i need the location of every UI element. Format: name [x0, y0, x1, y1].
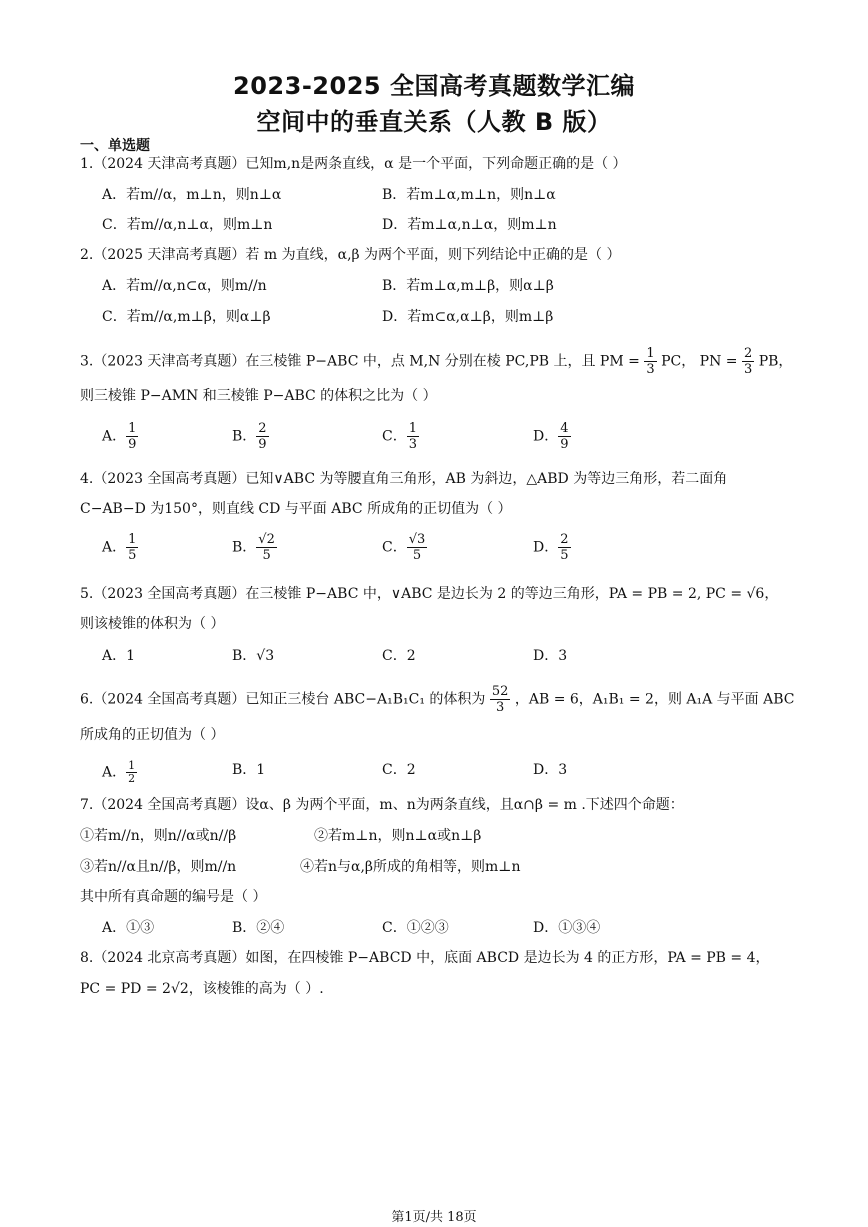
q1-option-d: D．若m⊥α,n⊥α，则m⊥n [382, 217, 557, 233]
page-footer: 第1页/共 18页 [391, 1210, 477, 1225]
frac-numerator: 2 [743, 346, 753, 361]
q7-option-d: D．①③④ [533, 920, 601, 936]
q1-option-a: A．若m//α，m⊥n，则n⊥α [102, 187, 282, 203]
frac-denominator: 3 [495, 700, 505, 715]
question-5-stem-line2: 则该棱锥的体积为（ ） [80, 616, 225, 632]
frac-denominator: 3 [408, 437, 417, 452]
q6-stem-part-a: 6.（2024 全国高考真题）已知正三棱台 ABC−A₁B₁C₁ 的体积为 [80, 691, 486, 708]
page-subtitle: 空间中的垂直关系（人教 B 版） [256, 108, 612, 136]
q3-stem-part-b: PC， [661, 353, 696, 370]
option-letter: C． [382, 428, 407, 445]
option-fraction [256, 532, 277, 563]
option-fraction [407, 532, 428, 563]
q7-proposition-1: ①若m//n，则n//α或n//β [80, 828, 237, 844]
option-letter: A． [102, 428, 127, 445]
q7-proposition-2: ②若m⊥n，则n⊥α或n⊥β [314, 828, 482, 844]
option-fraction [558, 421, 570, 452]
section-heading: 一、单选题 [80, 138, 150, 154]
frac-numerator: 1 [408, 421, 417, 436]
option-letter: C． [382, 539, 407, 556]
option-fraction [558, 532, 570, 563]
option-letter: B． [232, 539, 257, 556]
q6-option-c: C．2 [382, 762, 416, 778]
q3-fraction-2 [742, 346, 754, 377]
q6-option-d: D．3 [533, 762, 568, 778]
q7-option-c: C．①②③ [382, 920, 449, 936]
frac-denominator: 3 [743, 362, 753, 377]
q3-fraction-1 [644, 346, 656, 377]
q5-option-a: A．1 [102, 648, 136, 664]
question-8-stem-line2: PC = PD = 2√2，该棱锥的高为（ ）. [80, 981, 324, 997]
q2-option-a: A．若m//α,n⊂α，则m//n [102, 278, 267, 294]
frac-denominator: 5 [412, 548, 422, 563]
q7-option-a: A．①③ [102, 920, 155, 936]
q7-proposition-4: ④若n与α,β所成的角相等，则m⊥n [300, 859, 521, 875]
frac-denominator: 3 [646, 362, 655, 377]
q6-option-b: B．1 [232, 762, 266, 778]
q3-stem-part-c: PN = [699, 353, 738, 370]
q4-option-a [102, 532, 138, 563]
q4-option-b [232, 532, 277, 563]
frac-denominator: 5 [128, 548, 137, 563]
question-3-stem [80, 346, 792, 377]
question-4-stem-line2: C−AB−D 为150°，则直线 CD 与平面 ABC 所成角的正切值为（ ） [80, 501, 512, 517]
question-1-stem: 1.（2024 天津高考真题）已知m,n是两条直线，α 是一个平面，下列命题正确的是（ ） [80, 156, 627, 172]
q5-option-b: B．√3 [232, 648, 275, 664]
frac-denominator: 5 [262, 548, 271, 563]
question-6-stem-line2: 所成角的正切值为（ ） [80, 727, 225, 743]
question-2-stem: 2.（2025 天津高考真题）若 m 为直线，α,β 为两个平面，则下列结论中正确的是（ ） [80, 247, 621, 263]
option-fraction [407, 421, 419, 452]
question-7-stem: 7.（2024 全国高考真题）设α、β 为两个平面，m、n为两条直线，且α∩β = m .下述四个命题： [80, 797, 684, 813]
frac-numerator: 2 [258, 421, 267, 436]
q3-option-a [102, 421, 138, 452]
frac-numerator: √2 [258, 532, 275, 547]
option-fraction [126, 760, 137, 785]
frac-numerator: √3 [408, 532, 426, 547]
q5-option-d: D．3 [533, 648, 568, 664]
q1-option-b: B．若m⊥α,m⊥n，则n⊥α [382, 187, 556, 203]
frac-numerator: 1 [128, 421, 137, 436]
q6-option-a [102, 760, 137, 785]
q3-stem-part-d: PB， [758, 353, 793, 370]
frac-denominator: 9 [560, 437, 569, 452]
frac-numerator: 52 [491, 684, 509, 699]
option-letter: A． [102, 539, 127, 556]
q6-stem-part-b: ，AB = 6，A₁B₁ = 2，则 A₁A 与平面 ABC [514, 691, 795, 708]
q1-option-c: C．若m//α,n⊥α，则m⊥n [102, 217, 273, 233]
q3-stem-part-a: 3.（2023 天津高考真题）在三棱锥 P−ABC 中，点 M,N 分别在棱 PC,PB 上，且 PM = [80, 353, 640, 370]
question-8-stem: 8.（2024 北京高考真题）如图，在四棱锥 P−ABCD 中，底面 ABCD 是边长为 4 的正方形，PA = PB = 4， [80, 950, 770, 966]
page-title: 2023-2025 全国高考真题数学汇编 [233, 72, 635, 100]
q7-option-b: B．②④ [232, 920, 285, 936]
option-letter: B． [232, 428, 257, 445]
q4-option-c [382, 532, 427, 563]
frac-denominator: 9 [128, 437, 137, 452]
option-fraction [256, 421, 268, 452]
q5-option-c: C．2 [382, 648, 416, 664]
frac-numerator: 1 [128, 759, 136, 772]
q2-option-c: C．若m//α,m⊥β，则α⊥β [102, 309, 271, 325]
frac-numerator: 4 [560, 421, 569, 436]
frac-denominator: 2 [128, 772, 136, 785]
q3-option-d [533, 421, 571, 452]
question-4-stem: 4.（2023 全国高考真题）已知∨ABC 为等腰直角三角形，AB 为斜边，△ABD 为等边三角形，若二面角 [80, 471, 728, 487]
q3-option-c [382, 421, 419, 452]
option-fraction [126, 421, 138, 452]
frac-denominator: 5 [560, 548, 569, 563]
q4-option-d [533, 532, 571, 563]
option-fraction [126, 532, 138, 563]
q3-option-b [232, 421, 269, 452]
question-3-stem-line2: 则三棱锥 P−AMN 和三棱锥 P−ABC 的体积之比为（ ） [80, 388, 437, 404]
question-7-stem-line2: 其中所有真命题的编号是（ ） [80, 889, 267, 905]
frac-denominator: 9 [258, 437, 267, 452]
option-letter: A． [102, 764, 127, 781]
frac-numerator: 1 [128, 532, 137, 547]
q2-option-b: B．若m⊥α,m⊥β，则α⊥β [382, 278, 554, 294]
question-5-stem: 5.（2023 全国高考真题）在三棱锥 P−ABC 中，∨ABC 是边长为 2 的等边三角形，PA = PB = 2, PC = √6， [80, 586, 779, 602]
q2-option-d: D．若m⊂α,α⊥β，则m⊥β [382, 309, 554, 325]
frac-numerator: 2 [560, 532, 569, 547]
question-6-stem [80, 684, 795, 715]
option-letter: D． [533, 428, 559, 445]
option-letter: D． [533, 539, 559, 556]
q6-fraction [490, 684, 511, 715]
frac-numerator: 1 [646, 346, 655, 361]
q7-proposition-3: ③若n//α且n//β，则m//n [80, 859, 237, 875]
